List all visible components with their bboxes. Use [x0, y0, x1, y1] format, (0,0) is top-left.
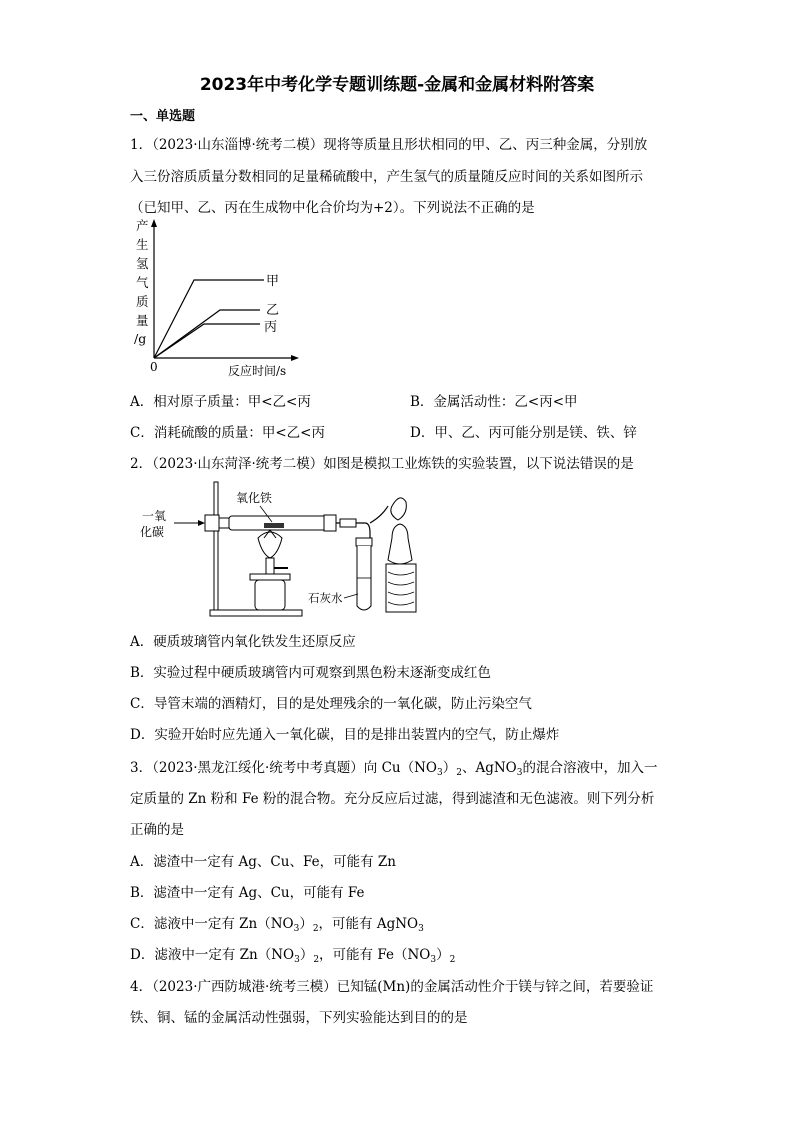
chart-xlabel: 反应时间/s	[228, 364, 287, 378]
page-title: 2023年中考化学专题训练题-金属和金属材料附答案	[199, 75, 595, 95]
chart-origin-label: 0	[150, 360, 158, 374]
chart-x-arrow	[291, 355, 299, 361]
q1-option-a[interactable]: A．相对原子质量：甲<乙<丙	[130, 394, 311, 410]
q4-stem-line1: 4．（2023·广西防城港·统考三模）已知锰(Mn)的金属活动性介于镁与锌之间，若要验证	[130, 979, 654, 995]
q2-option-b[interactable]: B．实验过程中硬质玻璃管内可观察到黑色粉末逐渐变成红色	[130, 665, 491, 681]
q4-stem-line2: 铁、铜、锰的金属活动性强弱，下列实验能达到目的的是	[130, 1010, 468, 1026]
lamp-platform	[250, 574, 290, 580]
clamp	[219, 518, 229, 528]
iron-oxide-label: 氧化铁	[236, 491, 273, 505]
q3-option-b[interactable]: B．滤渣中一定有 Ag、Cu，可能有 Fe	[130, 885, 365, 901]
q1-stem-line2: 入三份溶质质量分数相同的足量稀硫酸中，产生氢气的质量随反应时间的关系如图所示	[130, 169, 643, 185]
chart-ylabel-char: 生	[136, 237, 149, 252]
q3-option-a[interactable]: A．滤渣中一定有 Ag、Cu、Fe，可能有 Zn	[130, 854, 396, 870]
q1-stem-line1: 1．（2023·山东淄博·统考二模）现将等质量且形状相同的甲、乙、丙三种金属，分别放	[130, 137, 648, 153]
flame-guard	[258, 532, 282, 558]
q2-option-a[interactable]: A．硬质玻璃管内氧化铁发生还原反应	[130, 634, 356, 650]
co-label-line2: 化碳	[140, 525, 165, 539]
chart-ylabel-char: 质	[136, 294, 149, 309]
q3-stem-line2: 定质量的 Zn 粉和 Fe 粉的混合物。充分反应后过滤，得到滤渣和无色滤液。则下列分析	[130, 791, 655, 807]
iron-smelting-apparatus	[130, 478, 430, 620]
exhaust-tube	[370, 506, 388, 523]
hydrogen-mass-chart	[130, 215, 305, 380]
end-alcohol-lamp	[388, 524, 412, 564]
end-flame-icon	[391, 498, 406, 520]
series-line-bing	[154, 324, 260, 358]
test-tube-stopper	[356, 538, 372, 546]
alcohol-lamp	[255, 580, 285, 610]
chart-y-arrow	[151, 219, 157, 227]
q3-stem-line3: 正确的是	[130, 822, 184, 838]
rubber-connector	[340, 519, 356, 527]
q1-option-b[interactable]: B．金属活动性：乙<丙<甲	[410, 394, 578, 410]
limewater-label: 石灰水	[308, 591, 343, 605]
series-line-yi	[154, 310, 260, 358]
iron-stand-rod	[214, 482, 218, 612]
q2-option-d[interactable]: D．实验开始时应先通入一氧化碳，目的是排出装置内的空气，防止爆炸	[130, 727, 560, 743]
limewater-pointer	[344, 594, 358, 598]
section-heading: 一、单选题	[130, 109, 196, 124]
q1-option-c[interactable]: C．消耗硫酸的质量：甲<乙<丙	[130, 425, 325, 441]
series-label-jia: 甲	[266, 274, 280, 289]
right-stopper	[324, 515, 336, 531]
chart-ylabel-char: 量	[136, 313, 149, 328]
q1-stem-line3: （已知甲、乙、丙在生成物中化合价均为+2）。下列说法不正确的是	[130, 200, 535, 216]
q3-option-d[interactable]: D．滤液中一定有 $Zn(NO_3)_2$，可能有 $Fe(NO_3)_2$	[130, 947, 456, 965]
chart-ylabel-char: /g	[134, 331, 147, 346]
iron-stand-base	[210, 610, 302, 616]
q1-option-d[interactable]: D．甲、乙、丙可能分别是镁、铁、锌	[410, 425, 637, 441]
co-label-line1: 一氧	[142, 509, 167, 523]
iron-oxide-powder	[264, 523, 284, 528]
series-label-bing: 丙	[264, 320, 278, 335]
q2-option-c[interactable]: C．导管末端的酒精灯，目的是处理残余的一氧化碳，防止污染空气	[130, 696, 532, 712]
q3-stem-line1: 3．（2023·黑龙江绥化·统考中考真题）向 $Cu(NO_3)_2$、AgNO$_3$的混合溶液中，加入一	[130, 760, 658, 778]
q2-stem-line1: 2．（2023·山东菏泽·统考二模）如图是模拟工业炼铁的实验装置，以下说法错误的是	[130, 456, 634, 472]
series-label-yi: 乙	[266, 303, 280, 318]
co-inlet-arrowhead	[198, 520, 205, 526]
q3-option-c[interactable]: C．滤液中一定有 $Zn(NO_3)_2$，可能有 AgNO$_3$	[130, 916, 424, 934]
chart-ylabel-char: 气	[136, 275, 149, 290]
chart-ylabel-char: 产	[136, 218, 149, 233]
chart-ylabel-char: 氢	[136, 256, 149, 271]
left-stopper	[205, 515, 219, 531]
